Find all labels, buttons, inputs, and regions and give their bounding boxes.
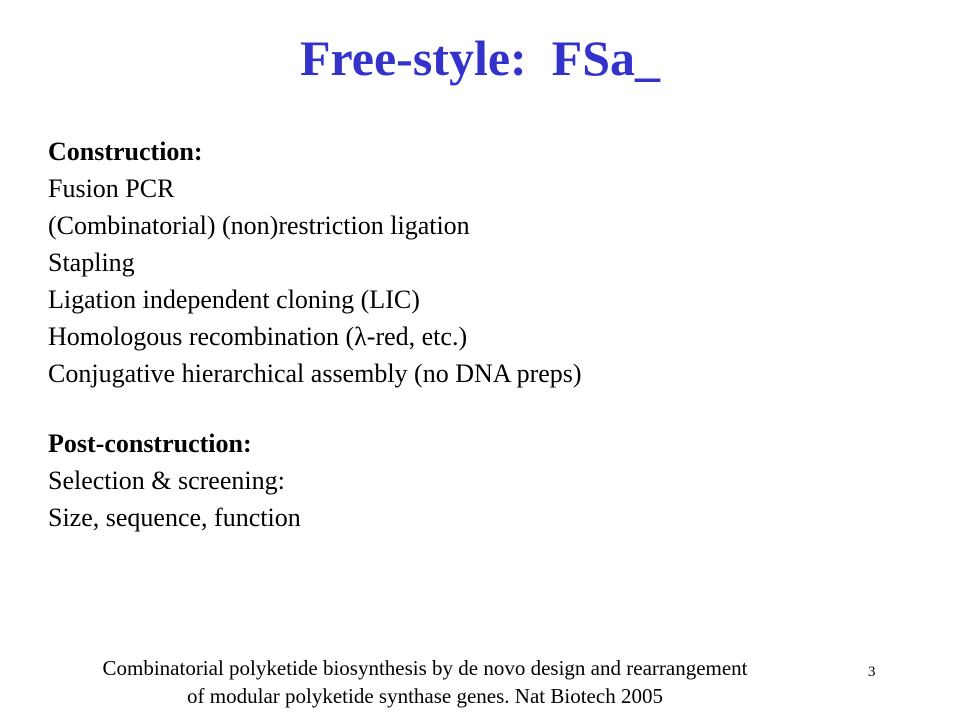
- construction-item-stapling: Stapling: [48, 248, 135, 277]
- citation-line-2: of modular polyketide synthase genes. Nat Biotech 2005: [187, 684, 663, 708]
- slide-title: Free-style: FSa_: [299, 30, 661, 86]
- construction-heading: Construction:: [48, 137, 203, 166]
- citation: [0, 654, 850, 710]
- page-number: 3: [868, 664, 876, 680]
- construction-item-restriction-ligation: (Combinatorial) (non)restriction ligation: [48, 211, 470, 240]
- construction-item-conjugative-assembly: Conjugative hierarchical assembly (no DNA preps): [48, 359, 582, 388]
- post-construction-item-selection: Selection & screening:: [48, 466, 285, 495]
- construction-item-fusion-pcr: Fusion PCR: [48, 174, 175, 203]
- section-spacer: [48, 392, 928, 425]
- post-construction-heading: Post-construction:: [48, 429, 252, 458]
- slide-content: [48, 133, 928, 536]
- citation-line-1: Combinatorial polyketide biosynthesis by de novo design and rearrangement: [102, 656, 748, 680]
- construction-item-homologous-recombination: Homologous recombination (λ-red, etc.): [48, 322, 468, 351]
- post-construction-item-size-sequence-function: Size, sequence, function: [48, 503, 301, 532]
- construction-item-lic: Ligation independent cloning (LIC): [48, 285, 420, 314]
